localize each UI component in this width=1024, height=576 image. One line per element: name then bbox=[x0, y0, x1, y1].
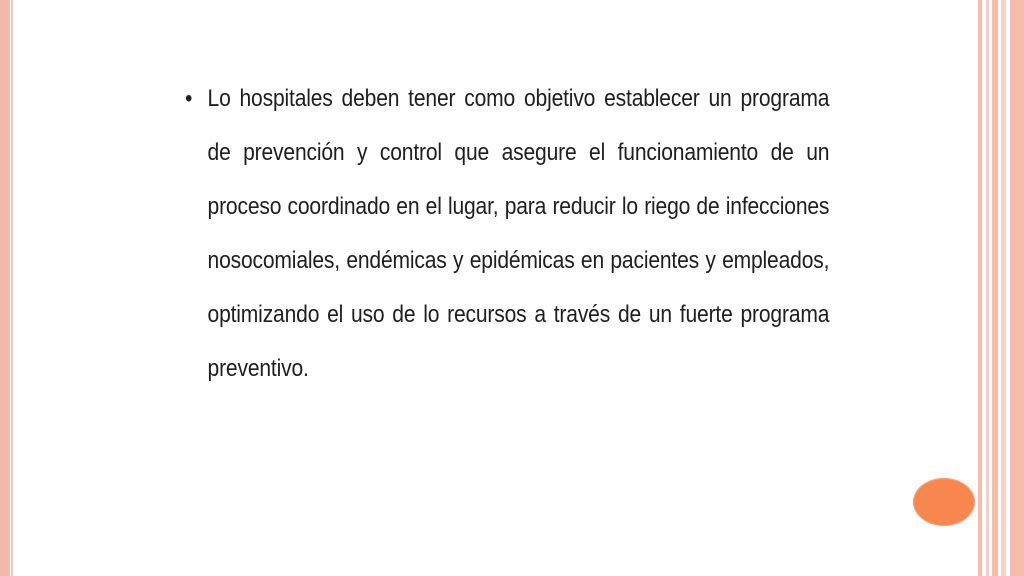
right-stripe bbox=[1010, 0, 1024, 576]
slide-body bbox=[180, 72, 830, 396]
bullet-text: Lo hospitales deben tener como objetivo establecer un programa de prevención y control que asegure el funcionamiento de un proceso coordinado en el lugar, para reducir lo riego de infecciones nosocomiales, endémicas y epidémicas en pacientes y empleados, optimizando el uso de lo recursos a través de un fuerte programa preventivo. bbox=[207, 85, 830, 382]
decorative-circle-icon bbox=[913, 478, 975, 526]
bullet-marker: • bbox=[185, 85, 193, 112]
left-border bbox=[0, 0, 10, 576]
right-stripe bbox=[1001, 0, 1006, 576]
right-stripe bbox=[986, 0, 989, 576]
right-stripe bbox=[978, 0, 982, 576]
bullet-item bbox=[180, 72, 829, 396]
bullet-list bbox=[180, 72, 830, 396]
right-stripe bbox=[992, 0, 998, 576]
